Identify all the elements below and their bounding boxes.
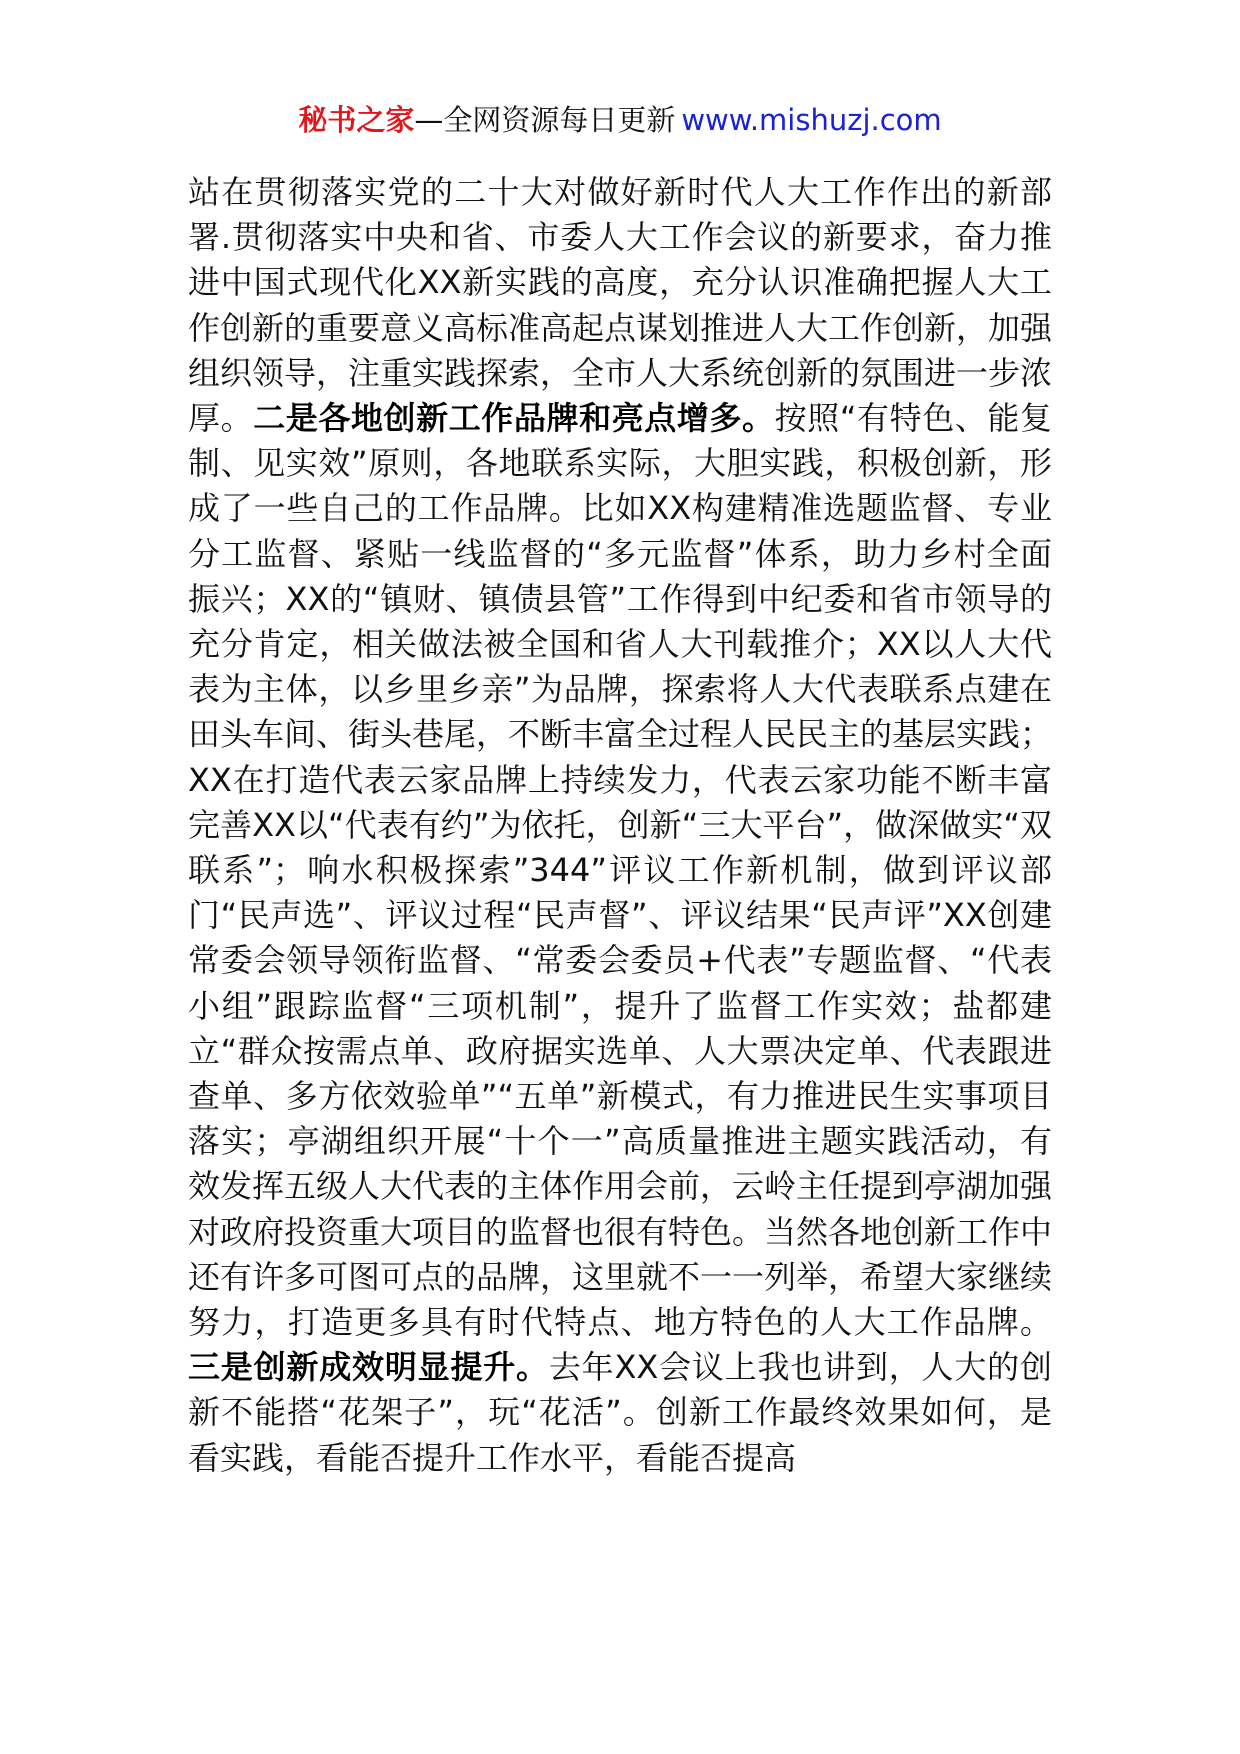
paragraph-text-1: 站在贯彻落实党的二十大对做好新时代人大工作作出的新部署.贯彻落实中央和省、市委人大工作会议的新要求，奋力推进中国式现代化XX新实践的高度，充分认识准确把握人大工作创新的重要意义高标准高起点谋划推进人大工作创新，加强组织领导，注重实践探索，全市人大系统创新的氛围进一步浓厚。 <box>188 173 1053 438</box>
paragraph-text-3: 去年XX会议上我也讲到，人大的创新不能搭“花架子”，玩“花活”。创新工作最终效果如何，是看实践，看能否提升工作水平，看能否提高 <box>188 1348 1052 1477</box>
site-tagline: —全网资源每日更新 <box>414 103 676 137</box>
paragraph-heading-3: 三是创新成效明显提升。 <box>188 1348 549 1387</box>
paragraph-heading-2: 二是各地创新工作品牌和亮点增多。 <box>253 399 775 438</box>
body-paragraph <box>188 170 1052 1481</box>
site-brand: 秘书之家 <box>298 103 415 137</box>
site-header <box>0 100 1240 140</box>
site-url-link[interactable]: www.mishuzj.com <box>681 103 942 137</box>
paragraph-text-2: 按照“有特色、能复制、见实效”原则，各地联系实际，大胆实践，积极创新，形成了一些自己的工作品牌。比如XX构建精准选题监督、专业分工监督、紧贴一线监督的“多元监督”体系，助力乡村全面振兴；XX的“镇财、镇债县管”工作得到中纪委和省市领导的充分肯定，相关做法被全国和省人大刊载推介；XX以人大代表为主体，以乡里乡亲”为品牌，探索将人大代表联系点建在田头车间、街头巷尾，不断丰富全过程人民民主的基层实践；XX在打造代表云家品牌上持续发力，代表云家功能不断丰富完善XX以“代表有约”为依托，创新“三大平台”，做深做实“双联系”；响水积极探索”344”评议工作新机制，做到评议部门“民声选”、评议过程“民声督”、评议结果“民声评”XX创建常委会领导领衔监督、“常委会委员+代表”专题监督、“代表小组”跟踪监督“三项机制”，提升了监督工作实效；盐都建立“群众按需点单、政府据实选单、人大票决定单、代表跟进查单、多方依效验单”“五单”新模式，有力推进民生实事项目落实；亭湖组织开展“十个一”高质量推进主题实践活动，有效发挥五级人大代表的主体作用会前，云岭主任提到亭湖加强对政府投资重大项目的监督也很有特色。当然各地创新工作中还有许多可图可点的品牌，这里就不一一列举，希望大家继续努力，打造更多具有时代特点、地方特色的人大工作品牌。 <box>188 399 1053 1342</box>
